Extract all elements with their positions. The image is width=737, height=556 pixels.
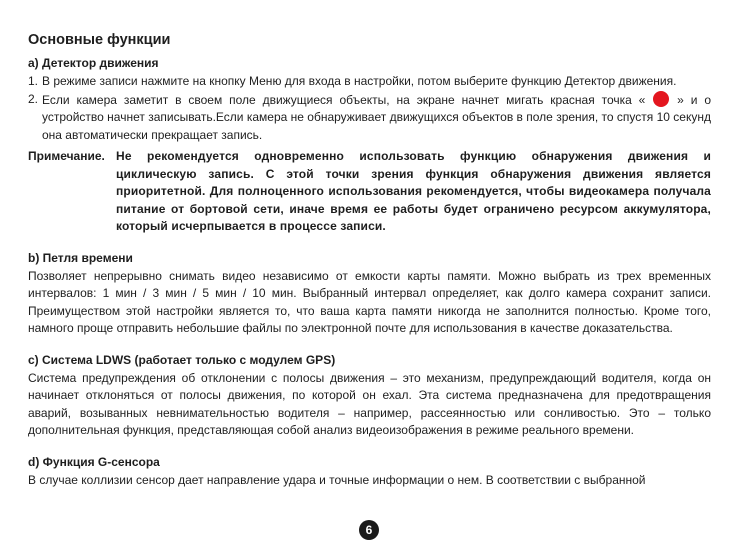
section-b: [28, 251, 711, 338]
list-number: 2.: [28, 91, 39, 106]
section-c-heading: c) Система LDWS (работает только с модулем GPS): [28, 352, 336, 367]
section-d-heading: d) Функция G-сенсора: [28, 454, 160, 469]
section-a-list: [28, 73, 711, 144]
section-c: [28, 353, 711, 440]
page-number: 6: [359, 520, 379, 540]
section-b-heading: b) Петля времени: [28, 250, 133, 265]
section-b-text: Позволяет непрерывно снимать видео независимо от емкости карты памяти. Можно выбрать из трех временных интервалов: 1 мин / 3 мин / 5 мин / 10 мин. Выбранный интервал определяет, как долго камера сохранит записи. Преимуществом этой настройки является то, что ваша карта памяти никогда не заполнится полностью. Кроме того, намного проще отправить небольшие файлы по электронной почте для использования в качестве доказательства.: [28, 268, 711, 335]
red-dot-icon: [653, 91, 669, 107]
list-number: 1.: [28, 74, 39, 88]
section-a-heading: a) Детектор движения: [28, 56, 159, 70]
list-item-text-before: Если камера заметит в своем поле движущиеся объекты, на экране начнет мигать красная точка «: [42, 92, 646, 107]
note-text: Не рекомендуется одновременно использовать функцию обнаружения движения и циклическую запись. С этой точки зрения функция обнаружения движения является приоритетной. Для полноценного использования рекомендуется, чтобы видеокамера получала питание от бортовой сети, иначе время ее работы будет ограничено ресурсом аккумулятора, который исчерпывается в процессе записи.: [116, 149, 711, 233]
page-title: Основные функции: [28, 32, 171, 48]
list-item-text-after: » и о устройство начнет записывать.Если камера не обнаруживает движущихся объектов в поле зрения, то спустя 10 секунд она автоматически прекращает запись.: [42, 92, 711, 142]
section-d: [28, 455, 711, 490]
list-item: [28, 73, 711, 91]
note-label: Примечание.: [28, 149, 105, 163]
section-d-text: В случае коллизии сенсор дает направление удара и точные информации о нем. В соответствии с выбранной: [28, 472, 646, 487]
manual-page: [28, 32, 711, 489]
list-item-text: В режиме записи нажмите на кнопку Меню для входа в настройки, потом выберите функцию Детектор движения.: [42, 74, 677, 88]
section-c-text: Система предупреждения об отклонении с полосы движения – это механизм, предупреждающий водителя, когда он начинает отклоняться от полосы движения, по которой он ехал. Эта система предназначена для предотвращения аварий, возыванных невнимательностью водителя – например, рассеянностью или сонливостью. Это – только дополнительная функция, представляющая собой анализ видеоизображения в режиме реального времени.: [28, 370, 711, 437]
list-item: [28, 91, 711, 145]
note-block: [28, 148, 711, 236]
